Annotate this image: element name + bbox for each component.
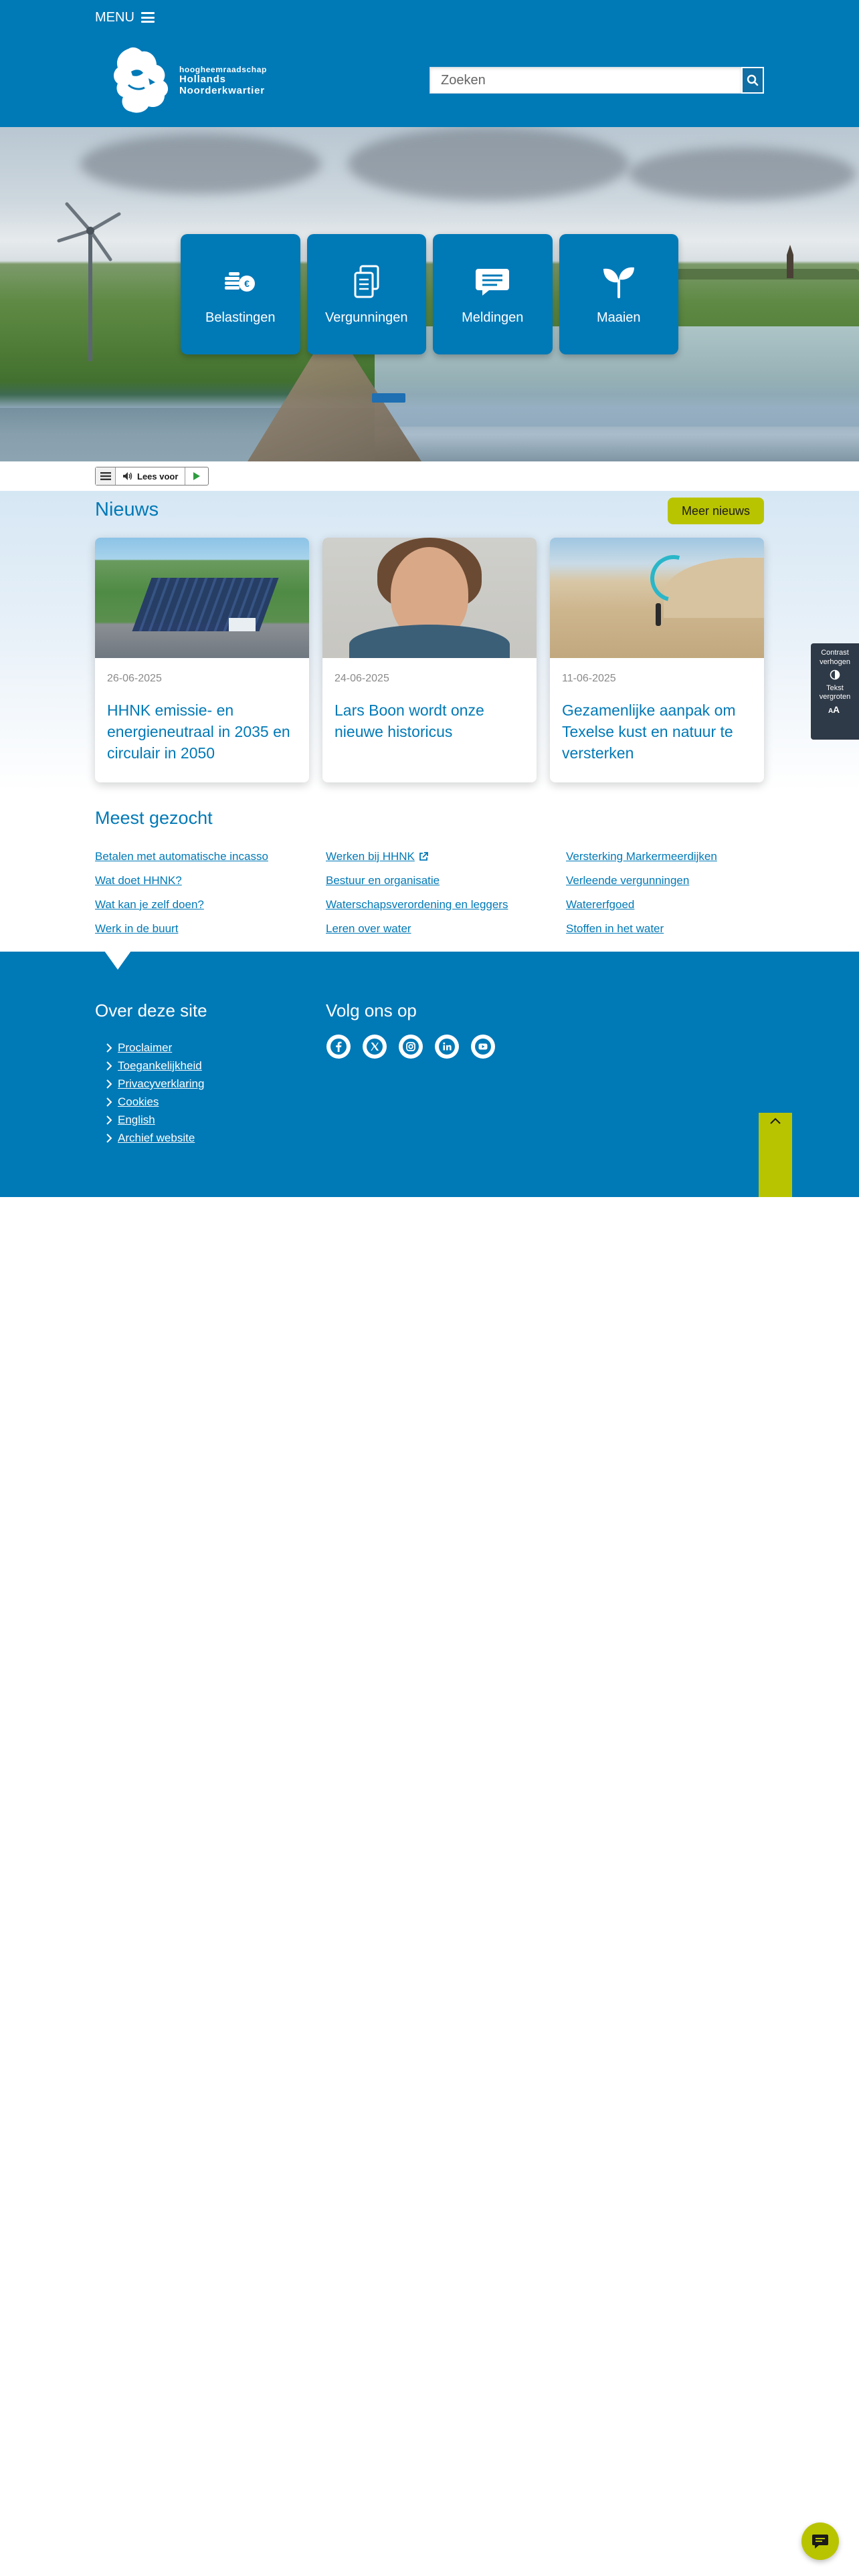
logo-text-line2: Hollands: [179, 74, 226, 86]
hero-sign: [372, 393, 405, 403]
text-size-icon: [828, 704, 842, 714]
tile-meldingen[interactable]: [433, 234, 553, 354]
chat-icon: [812, 2533, 829, 2549]
external-link-icon: [419, 852, 428, 861]
most-searched-link[interactable]: Werk in de buurt: [95, 922, 179, 935]
text-size-button[interactable]: [811, 684, 859, 714]
menu-button[interactable]: [95, 8, 155, 27]
most-searched-link[interactable]: Leren over water: [326, 922, 411, 935]
chat-button[interactable]: [801, 2523, 839, 2560]
readspeaker-listen-button[interactable]: [116, 467, 185, 485]
footer-link[interactable]: Archief website: [118, 1132, 195, 1144]
list-icon: [100, 472, 111, 480]
most-searched-link[interactable]: Betalen met automatische incasso: [95, 849, 268, 863]
lion-logo-icon: [108, 45, 170, 117]
back-to-top-button[interactable]: [759, 1113, 792, 1197]
tile-belastingen[interactable]: [181, 234, 300, 354]
svg-text:A: A: [828, 708, 834, 714]
more-news-button[interactable]: Meer nieuws: [668, 498, 764, 524]
news-date: 11-06-2025: [562, 673, 616, 684]
news-title: HHNK emissie- en energieneutraal in 2035 en circulair in 2050: [107, 702, 290, 762]
footer-link-item[interactable]: [106, 1041, 204, 1055]
accessibility-widget: [811, 643, 859, 740]
most-searched-column: [95, 849, 268, 936]
logo-text-line1: hoogheemraadschap: [179, 64, 267, 74]
footer-link[interactable]: Toegankelijkheid: [118, 1059, 202, 1072]
footer-link-item[interactable]: [106, 1077, 204, 1091]
footer-link[interactable]: Privacyverklaring: [118, 1077, 205, 1090]
footer-about-heading: Over deze site: [95, 1000, 207, 1021]
chat-bubble-icon: [474, 263, 510, 300]
contrast-icon: [830, 669, 840, 680]
readspeaker-menu-button[interactable]: [96, 467, 116, 485]
search-button[interactable]: [741, 67, 764, 94]
search-bar: [430, 67, 764, 94]
news-title: Gezamenlijke aanpak om Texelse kust en natuur te versterken: [562, 702, 736, 762]
search-icon: [747, 74, 759, 86]
footer-link-item[interactable]: [106, 1095, 204, 1109]
portrait-shirt: [349, 625, 510, 658]
chevron-up-icon: [769, 1117, 781, 1125]
menu-label: MENU: [95, 9, 134, 25]
svg-text:€: €: [244, 278, 250, 289]
footer-link[interactable]: English: [118, 1113, 155, 1126]
coins-euro-icon: [222, 263, 258, 300]
contrast-label: Contrast verhogen: [820, 649, 850, 666]
hamburger-icon: [141, 12, 155, 23]
tile-label: Meldingen: [462, 310, 524, 325]
most-searched-link[interactable]: Bestuur en organisatie: [326, 873, 440, 887]
news-card[interactable]: [322, 538, 537, 782]
readspeaker-label: Lees voor: [137, 471, 179, 481]
chevron-right-icon: [106, 1134, 112, 1143]
most-searched-heading: Meest gezocht: [95, 808, 213, 828]
instagram-link[interactable]: [399, 1035, 423, 1059]
hero-cloud: [348, 127, 629, 201]
news-cards: [95, 538, 764, 782]
most-searched-link-external[interactable]: [326, 849, 508, 863]
linkedin-link[interactable]: [435, 1035, 459, 1059]
news-date: 26-06-2025: [107, 673, 162, 684]
footer-link-item[interactable]: [106, 1059, 204, 1073]
most-searched-column: [566, 849, 717, 936]
play-icon: [193, 471, 201, 481]
footer-link-item[interactable]: [106, 1131, 204, 1146]
news-title: Lars Boon wordt onze nieuwe historicus: [335, 702, 484, 741]
tile-maaien[interactable]: [559, 234, 679, 354]
instagram-icon: [402, 1038, 419, 1055]
youtube-icon: [474, 1038, 492, 1055]
chevron-right-icon: [106, 1097, 112, 1107]
most-searched-link[interactable]: Stoffen in het water: [566, 922, 664, 935]
social-links: [326, 1035, 495, 1059]
tile-vergunningen[interactable]: [307, 234, 427, 354]
most-searched-link[interactable]: Watererfgoed: [566, 897, 635, 911]
solar-panels: [132, 578, 278, 631]
facebook-icon: [330, 1038, 347, 1055]
quick-tiles: [181, 234, 678, 354]
sprout-icon: [601, 263, 637, 300]
svg-text:A: A: [833, 704, 840, 714]
tile-label: Vergunningen: [325, 310, 408, 325]
site-header: [0, 0, 859, 127]
footer-links: [106, 1041, 204, 1146]
chevron-right-icon: [106, 1115, 112, 1125]
hero-treeline: [676, 269, 859, 280]
footer-link[interactable]: Cookies: [118, 1095, 159, 1108]
news-image-solar-park: [95, 538, 309, 658]
most-searched-link[interactable]: Wat kan je zelf doen?: [95, 897, 204, 911]
facebook-link[interactable]: [326, 1035, 351, 1059]
hero-cloud: [80, 134, 321, 194]
most-searched-link[interactable]: Wat doet HHNK?: [95, 873, 182, 887]
x-link[interactable]: [363, 1035, 387, 1059]
tile-label: Belastingen: [205, 310, 276, 325]
most-searched-column: [326, 849, 508, 936]
most-searched-link-label: Werken bij HHNK: [326, 849, 415, 863]
site-logo[interactable]: [108, 44, 282, 118]
news-card[interactable]: [550, 538, 764, 782]
text-size-label: Tekst vergroten: [819, 683, 851, 702]
hero-church-tower: [787, 245, 793, 278]
windmill-icon: [54, 194, 127, 267]
news-card[interactable]: [95, 538, 309, 782]
news-image-portrait: [322, 538, 537, 658]
news-heading: Nieuws: [95, 499, 159, 520]
most-searched-link[interactable]: Verleende vergunningen: [566, 873, 690, 887]
readspeaker-play-button[interactable]: [185, 467, 208, 485]
news-date: 24-06-2025: [335, 673, 389, 684]
linkedin-icon: [438, 1038, 456, 1055]
most-searched-link[interactable]: Versterking Markermeerdijken: [566, 849, 717, 863]
building: [229, 618, 256, 631]
news-image-beach: [550, 538, 764, 658]
logo-text-line3: Noorderkwartier: [179, 84, 265, 96]
search-input[interactable]: [430, 67, 741, 94]
speaker-icon: [122, 471, 133, 481]
footer-follow-heading: Volg ons op: [326, 1000, 417, 1021]
tile-label: Maaien: [596, 310, 641, 325]
documents-icon: [349, 263, 385, 300]
chevron-right-icon: [106, 1061, 112, 1071]
footer-link-item[interactable]: [106, 1113, 204, 1128]
chevron-right-icon: [106, 1043, 112, 1053]
contrast-button[interactable]: [811, 649, 859, 680]
chevron-right-icon: [106, 1079, 112, 1089]
youtube-link[interactable]: [471, 1035, 495, 1059]
most-searched-link[interactable]: Waterschapsverordening en leggers: [326, 897, 508, 911]
x-icon: [366, 1038, 383, 1055]
readspeaker-bar: [95, 467, 209, 486]
hero-cloud: [629, 147, 856, 201]
kite-surfer: [656, 603, 661, 626]
footer-link[interactable]: Proclaimer: [118, 1041, 173, 1054]
